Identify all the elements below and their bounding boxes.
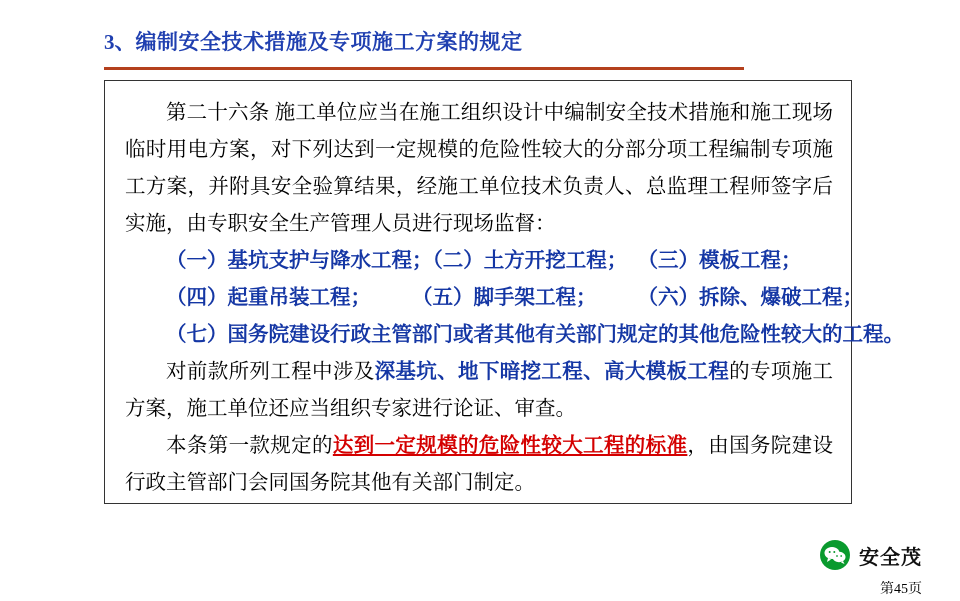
list-item: （一）基坑支护与降水工程；（二）土方开挖工程； （三）模板工程； bbox=[166, 250, 802, 272]
wechat-icon bbox=[820, 540, 850, 570]
page-title-text: 编制安全技术措施及专项施工方案的规定 bbox=[135, 30, 523, 54]
expert-review-prefix: 对前款所列工程中涉及 bbox=[166, 361, 375, 383]
expert-review-highlight: 深基坑、地下暗挖工程、高大模板工程 bbox=[374, 361, 730, 383]
title-divider bbox=[104, 67, 744, 70]
expert-review-suffix: 的专项施工方案，施工单位还应当组织专家进行论证、审查。 bbox=[125, 361, 834, 420]
paragraph-expert-review bbox=[125, 354, 833, 428]
paragraph-standard bbox=[125, 428, 833, 502]
standard-suffix: ，由国务院建设行政主管部门会同国务院其他有关部门制定。 bbox=[125, 435, 834, 494]
list-item: （七）国务院建设行政主管部门或者其他有关部门规定的其他危险性较大的工程。 bbox=[166, 324, 904, 346]
page-title-number: 3、 bbox=[104, 30, 136, 54]
page-number: 第45页 bbox=[880, 582, 922, 597]
standard-highlight: 达到一定规模的危险性较大工程的标准 bbox=[332, 435, 688, 457]
standard-prefix: 本条第一款规定的 bbox=[166, 435, 333, 457]
article-number-label: 第二十六条 bbox=[166, 102, 275, 124]
article-body-text: 施工单位应当在施工组织设计中编制安全技术措施和施工现场临时用电方案，对下列达到一定规模的危险性较大的分部分项工程编制专项施工方案，并附具安全验算结果，经施工单位技术负责人、总监理工程师签字后实施，由专职安全生产管理人员进行现场监督： bbox=[125, 102, 834, 235]
brand-name: 安全茂 bbox=[859, 546, 922, 569]
list-item: （四）起重吊装工程； （五）脚手架工程； （六）拆除、爆破工程； bbox=[166, 287, 863, 309]
content-box bbox=[104, 80, 904, 504]
page-title bbox=[104, 26, 764, 56]
brand-logo bbox=[820, 540, 922, 570]
paragraph-article-26 bbox=[125, 95, 833, 243]
